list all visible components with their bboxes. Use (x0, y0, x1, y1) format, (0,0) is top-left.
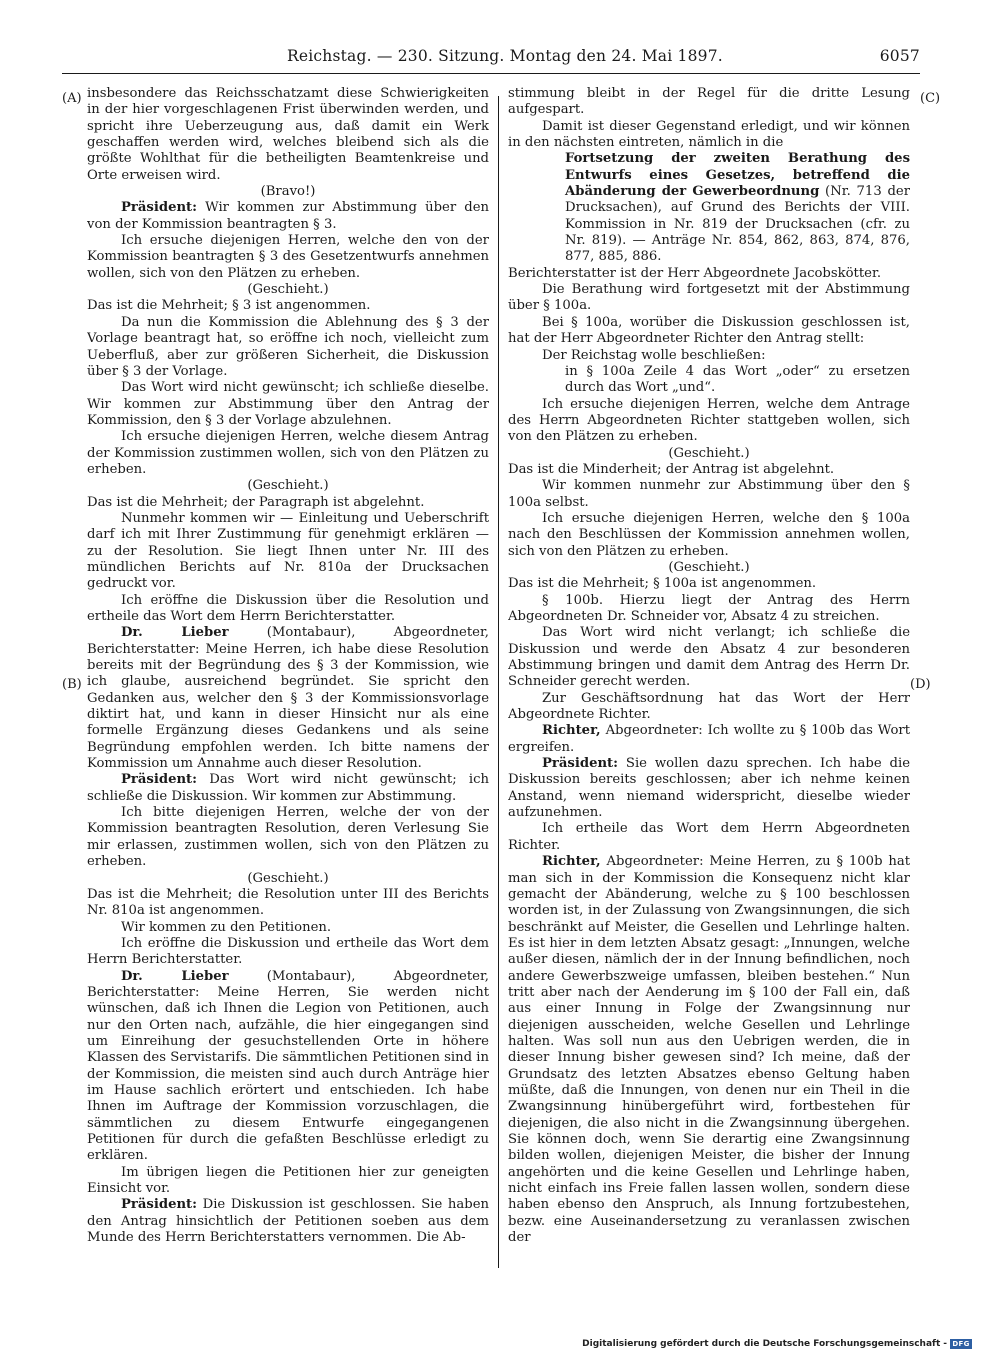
paragraph (87, 86, 489, 184)
right-column (508, 86, 910, 1266)
paragraph-text: (Nr. 713 der Drucksachen), auf Grund des Berichts der VIII. Kommission in Nr. 819 der Drucksachen (cfr. zu Nr. 819). — Anträge Nr. 854, 862, 863, 874, 876, 877, 885, 886. (565, 184, 910, 265)
paragraph-text: (Geschieht.) (247, 282, 329, 298)
paragraph-text: Wir kommen zur Abstimmung über den von der Kommission beantragten § 3. (87, 200, 489, 232)
paragraph (87, 772, 489, 805)
paragraph (87, 282, 489, 298)
paragraph-text: Im übrigen liegen die Petitionen hier zur geneigten Einsicht vor. (87, 1164, 489, 1197)
dfg-logo: DFG (950, 1339, 972, 1349)
paragraph (87, 200, 489, 233)
paragraph-text: Das ist die Mehrheit; § 100a ist angenommen. (508, 576, 817, 592)
paragraph-text: (Bravo!) (260, 184, 316, 200)
paragraph (87, 495, 489, 511)
paragraph-text: Die Berathung wird fortgesetzt mit der Abstimmung über § 100a. (508, 282, 910, 314)
paragraph (87, 1197, 489, 1246)
paragraph-text: Zur Geschäftsordnung hat das Wort der Herr Abgeordnete Richter. (508, 690, 910, 723)
paragraph-text: Ich ersuche diejenigen Herren, welche dem Antrage des Herrn Abgeordneten Richter stattgeben wollen, sich von den Plätzen zu erheben. (508, 396, 910, 445)
paragraph (508, 348, 910, 364)
paragraph (508, 756, 910, 821)
paragraph-text: (Montabaur), Abgeordneter, Berichterstatter: Meine Herren, Sie werden nicht wünschen, daß ich Ihnen die Legion von Petitionen, auch nur den Orten nach, aufzähle, die hier eingegangen sind um Einreihung der gesuchstellenden Orte in höhere Klassen des Servistarifs. Die sämmtlichen Petitionen sind in der Kommission, die meisten sind auch durch Anträge hier im Hause sachlich erörtert und entschieden. Ich habe Ihnen im Auftrage der Kommission vorzuschlagen, die sämmtlichen zu diesem Entwurfe eingegangenen Petitionen für durch die gefaßten Beschlüsse erledigt zu erklären. (87, 968, 489, 1164)
speaker-name: Fortsetzung der zweiten Berathung des Entwurfs eines Gesetzes, betreffend die Abänderung der Gewerbeordnung (565, 151, 910, 200)
paragraph (87, 969, 489, 1165)
header-title: Reichstag. — 230. Sitzung. Montag den 24. Mai 1897. (287, 47, 723, 65)
speaker-name: Präsident: (542, 756, 619, 772)
column-divider (498, 96, 499, 1268)
paragraph (508, 266, 910, 282)
page-header (62, 47, 920, 71)
paragraph-text: Abgeordneter: Ich wollte zu § 100b das Wort ergreifen. (508, 723, 910, 755)
paragraph-text: (Geschieht.) (247, 870, 329, 886)
paragraph (87, 625, 489, 772)
paragraph (508, 625, 910, 690)
paragraph (87, 184, 489, 200)
paragraph (87, 478, 489, 494)
paragraph-text: in § 100a Zeile 4 das Wort „oder“ zu ersetzen durch das Wort „und“. (565, 363, 910, 396)
paragraph (508, 315, 910, 348)
paragraph-text: Nunmehr kommen wir — Einleitung und Ueberschrift darf ich mit Ihrer Zustimmung für genehmigt erklären — zu der Resolution. Sie liegt Ihnen unter Nr. III des mündlichen Berichts auf Nr. 810a der Drucksachen gedruckt vor. (87, 510, 489, 592)
paragraph (508, 151, 910, 265)
paragraph (508, 560, 910, 576)
paragraph-text: (Geschieht.) (247, 478, 329, 494)
header-rule (62, 73, 920, 74)
paragraph-text: Das Wort wird nicht gewünscht; ich schließe die Diskussion. Wir kommen zur Abstimmung. (87, 772, 489, 804)
paragraph-text: Das ist die Mehrheit; der Paragraph ist abgelehnt. (87, 494, 425, 510)
paragraph-text: Ich bitte diejenigen Herren, welche der von der Kommission beantragten Resolution, deren Verlesung Sie mir erlassen, zustimmen wollen, sich von den Plätzen zu erheben. (87, 805, 489, 870)
paragraph (508, 119, 910, 152)
paragraph (508, 511, 910, 560)
paragraph-text: (Montabaur), Abgeordneter, Berichterstatter: Meine Herren, ich habe diese Resolution bereits mit der Begründung des § 3 der Kommission, wie ich glaube, ausreichend begründet. Sie spricht den Gedanken aus, welcher den § 3 der Kommissionsvorlage diktirt hat, und kann in dieser Hinsicht nur als eine formelle Ergänzung dieses Gedankens und als seine Begründung empfohlen werden. Ich bitte namens der Kommission um Annahme auch dieser Resolution. (87, 625, 489, 772)
paragraph (508, 576, 910, 592)
paragraph (508, 593, 910, 626)
paragraph-text: Das ist die Mehrheit; § 3 ist angenommen. (87, 298, 371, 314)
speaker-name: Richter, (542, 854, 601, 870)
paragraph-text: Das Wort wird nicht gewünscht; ich schließe dieselbe. Wir kommen zur Abstimmung über den Antrag der Kommission, den § 3 der Vorlage abzulehnen. (87, 380, 489, 428)
margin-marker-c: (C) (920, 91, 941, 106)
margin-marker-d: (D) (910, 677, 931, 692)
paragraph (87, 805, 489, 870)
paragraph-text: Die Diskussion ist geschlossen. Sie haben den Antrag hinsichtlich der Petitionen soeben aus dem Munde des Herrn Berichterstatters vernommen. Die Ab- (87, 1197, 489, 1246)
paragraph-text: Ich ersuche diejenigen Herren, welche diesem Antrag der Kommission zustimmen wollen, sich von den Plätzen zu erheben. (87, 429, 489, 477)
page-number: 6057 (879, 47, 920, 65)
paragraph (508, 282, 910, 315)
paragraph (87, 429, 489, 478)
paragraph (87, 871, 489, 887)
left-column (87, 86, 489, 1266)
paragraph-text: Wir kommen zu den Petitionen. (121, 919, 332, 935)
paragraph (87, 233, 489, 282)
footer-text: Digitalisierung gefördert durch die Deutsche Forschungsgemeinschaft (582, 1339, 941, 1349)
paragraph-text: Das ist die Minderheit; der Antrag ist abgelehnt. (508, 461, 835, 477)
paragraph (508, 446, 910, 462)
paragraph (508, 478, 910, 511)
speaker-name: Präsident: (121, 1197, 198, 1213)
margin-marker-b: (B) (62, 677, 82, 692)
paragraph (87, 593, 489, 626)
paragraph-text: Ich ertheile das Wort dem Herrn Abgeordneten Richter. (508, 821, 910, 853)
paragraph-text: Bei § 100a, worüber die Diskussion geschlossen ist, hat der Herr Abgeordneter Richter den Antrag stellt: (508, 314, 910, 347)
paragraph-text: Berichterstatter ist der Herr Abgeordnete Jacobskötter. (508, 265, 882, 281)
speaker-name: Richter, (542, 723, 601, 739)
paragraph-text: (Geschieht.) (668, 559, 750, 575)
paragraph-text: stimmung bleibt in der Regel für die dritte Lesung aufgespart. (508, 86, 910, 118)
paragraph-text: Ich eröffne die Diskussion über die Resolution und ertheile das Wort dem Herrn Berichterstatter. (87, 592, 489, 624)
footer-credit: Digitalisierung gefördert durch die Deutsche Forschungsgemeinschaft - DFG (582, 1339, 972, 1349)
paragraph (87, 1165, 489, 1198)
margin-marker-a: (A) (62, 91, 82, 106)
paragraph-text: Ich ersuche diejenigen Herren, welche den von der Kommission beantragten § 3 des Gesetzentwurfs annehmen wollen, sich von den Plätzen zu erheben. (87, 233, 489, 281)
paragraph (508, 86, 910, 119)
paragraph (87, 380, 489, 429)
paragraph (508, 854, 910, 1246)
paragraph-text: § 100b. Hierzu liegt der Antrag des Herrn Abgeordneten Dr. Schneider vor, Absatz 4 zu streichen. (508, 592, 910, 624)
paragraph-text: (Geschieht.) (668, 445, 750, 461)
paragraph (87, 887, 489, 920)
paragraph (508, 364, 910, 397)
speaker-name: Präsident: (121, 772, 198, 788)
paragraph-text: Das ist die Mehrheit; die Resolution unter III des Berichts Nr. 810a ist angenommen. (87, 886, 489, 919)
paragraph-text: insbesondere das Reichsschatzamt diese Schwierigkeiten in der hier vorgeschlagenen Frist überwinden werden, und spricht ihre Ueberzeugung aus, daß damit ein Werk geschaffen werden wird, welches bleibend sich als die größte Wohlthat für die betheiligten Beamtenkreise und Orte erweisen wird. (87, 86, 489, 183)
paragraph-text: Das Wort wird nicht verlangt; ich schließe die Diskussion und werde den Absatz 4 zur besonderen Abstimmung bringen und damit dem Antrag des Herrn Dr. Schneider gerecht werden. (508, 625, 910, 690)
paragraph-text: Damit ist dieser Gegenstand erledigt, und wir können in den nächsten eintreten, nämlich in die (508, 118, 910, 151)
paragraph-text: Sie wollen dazu sprechen. Ich habe die Diskussion bereits geschlossen; aber ich nehme keinen Anstand, wenn niemand widerspricht, dieselbe wieder aufzunehmen. (508, 756, 910, 821)
speaker-name: Dr. Lieber (121, 625, 229, 641)
paragraph (87, 936, 489, 969)
paragraph (87, 298, 489, 314)
paragraph (508, 397, 910, 446)
paragraph (508, 462, 910, 478)
paragraph (87, 920, 489, 936)
paragraph (508, 723, 910, 756)
paragraph-text: Wir kommen nunmehr zur Abstimmung über den § 100a selbst. (508, 478, 910, 510)
paragraph (87, 315, 489, 380)
paragraph-text: Da nun die Kommission die Ablehnung des § 3 der Vorlage beantragt hat, so eröffne ich noch, vielleicht zum Ueberfluß, aber zur größeren Sicherheit, die Diskussion über § 3 der Vorlage. (87, 314, 489, 379)
speaker-name: Präsident: (121, 200, 198, 216)
paragraph-text: Der Reichstag wolle beschließen: (542, 347, 766, 363)
paragraph (508, 691, 910, 724)
paragraph-text: Ich eröffne die Diskussion und ertheile das Wort dem Herrn Berichterstatter. (87, 935, 489, 968)
paragraph-text: Abgeordneter: Meine Herren, zu § 100b hat man sich in der Kommission die Konsequenz nicht klar gemacht der Abänderung, welche zu § 100 beschlossen worden ist, in der Zulassung von Zwangsinnungen, die sich beschränkt auf Meister, die Gesellen und Lehrlinge halten. Es ist hier in dem letzten Absatz gesagt: „Innungen, welche außer diesen, nämlich der in der Innung befindlichen, noch andere Gewerbszweige umfassen, bleiben bestehen.“ Nun tritt aber nach der Aenderung im § 100 der Fall ein, daß aus einer Innung in Folge der Zwangsinnung nur diejenigen ausscheiden, welche Gesellen und Lehrlinge halten. Was soll nun aus den Uebrigen werden, die in dieser Innung bisher gewesen sind? Ich meine, daß der Grundsatz des letzten Absatzes ebenso Geltung haben müßte, daß die Innungen, von denen nur ein Theil in die Zwangsinnung hinübergeführt wird, fortbestehen für diejenigen, die also nicht in die Zwangsinnung übergehen. Sie können doch, wenn Sie derartig eine Zwangsinnung bilden wollen, diejenigen Meister, die bisher der Innung angehörten und die keine Gesellen und Lehrlinge haben, nicht einfach ins Freie fallen lassen wollen, sondern diese haben ebenso den Anspruch, als Innung fortzubestehen, bezw. eine Auseinandersetzung zu veranlassen zwischen der (508, 854, 910, 1246)
paragraph (87, 511, 489, 593)
paragraph (508, 821, 910, 854)
speaker-name: Dr. Lieber (121, 968, 229, 984)
paragraph-text: Ich ersuche diejenigen Herren, welche den § 100a nach den Beschlüssen der Kommission annehmen wollen, sich von den Plätzen zu erheben. (508, 510, 910, 559)
